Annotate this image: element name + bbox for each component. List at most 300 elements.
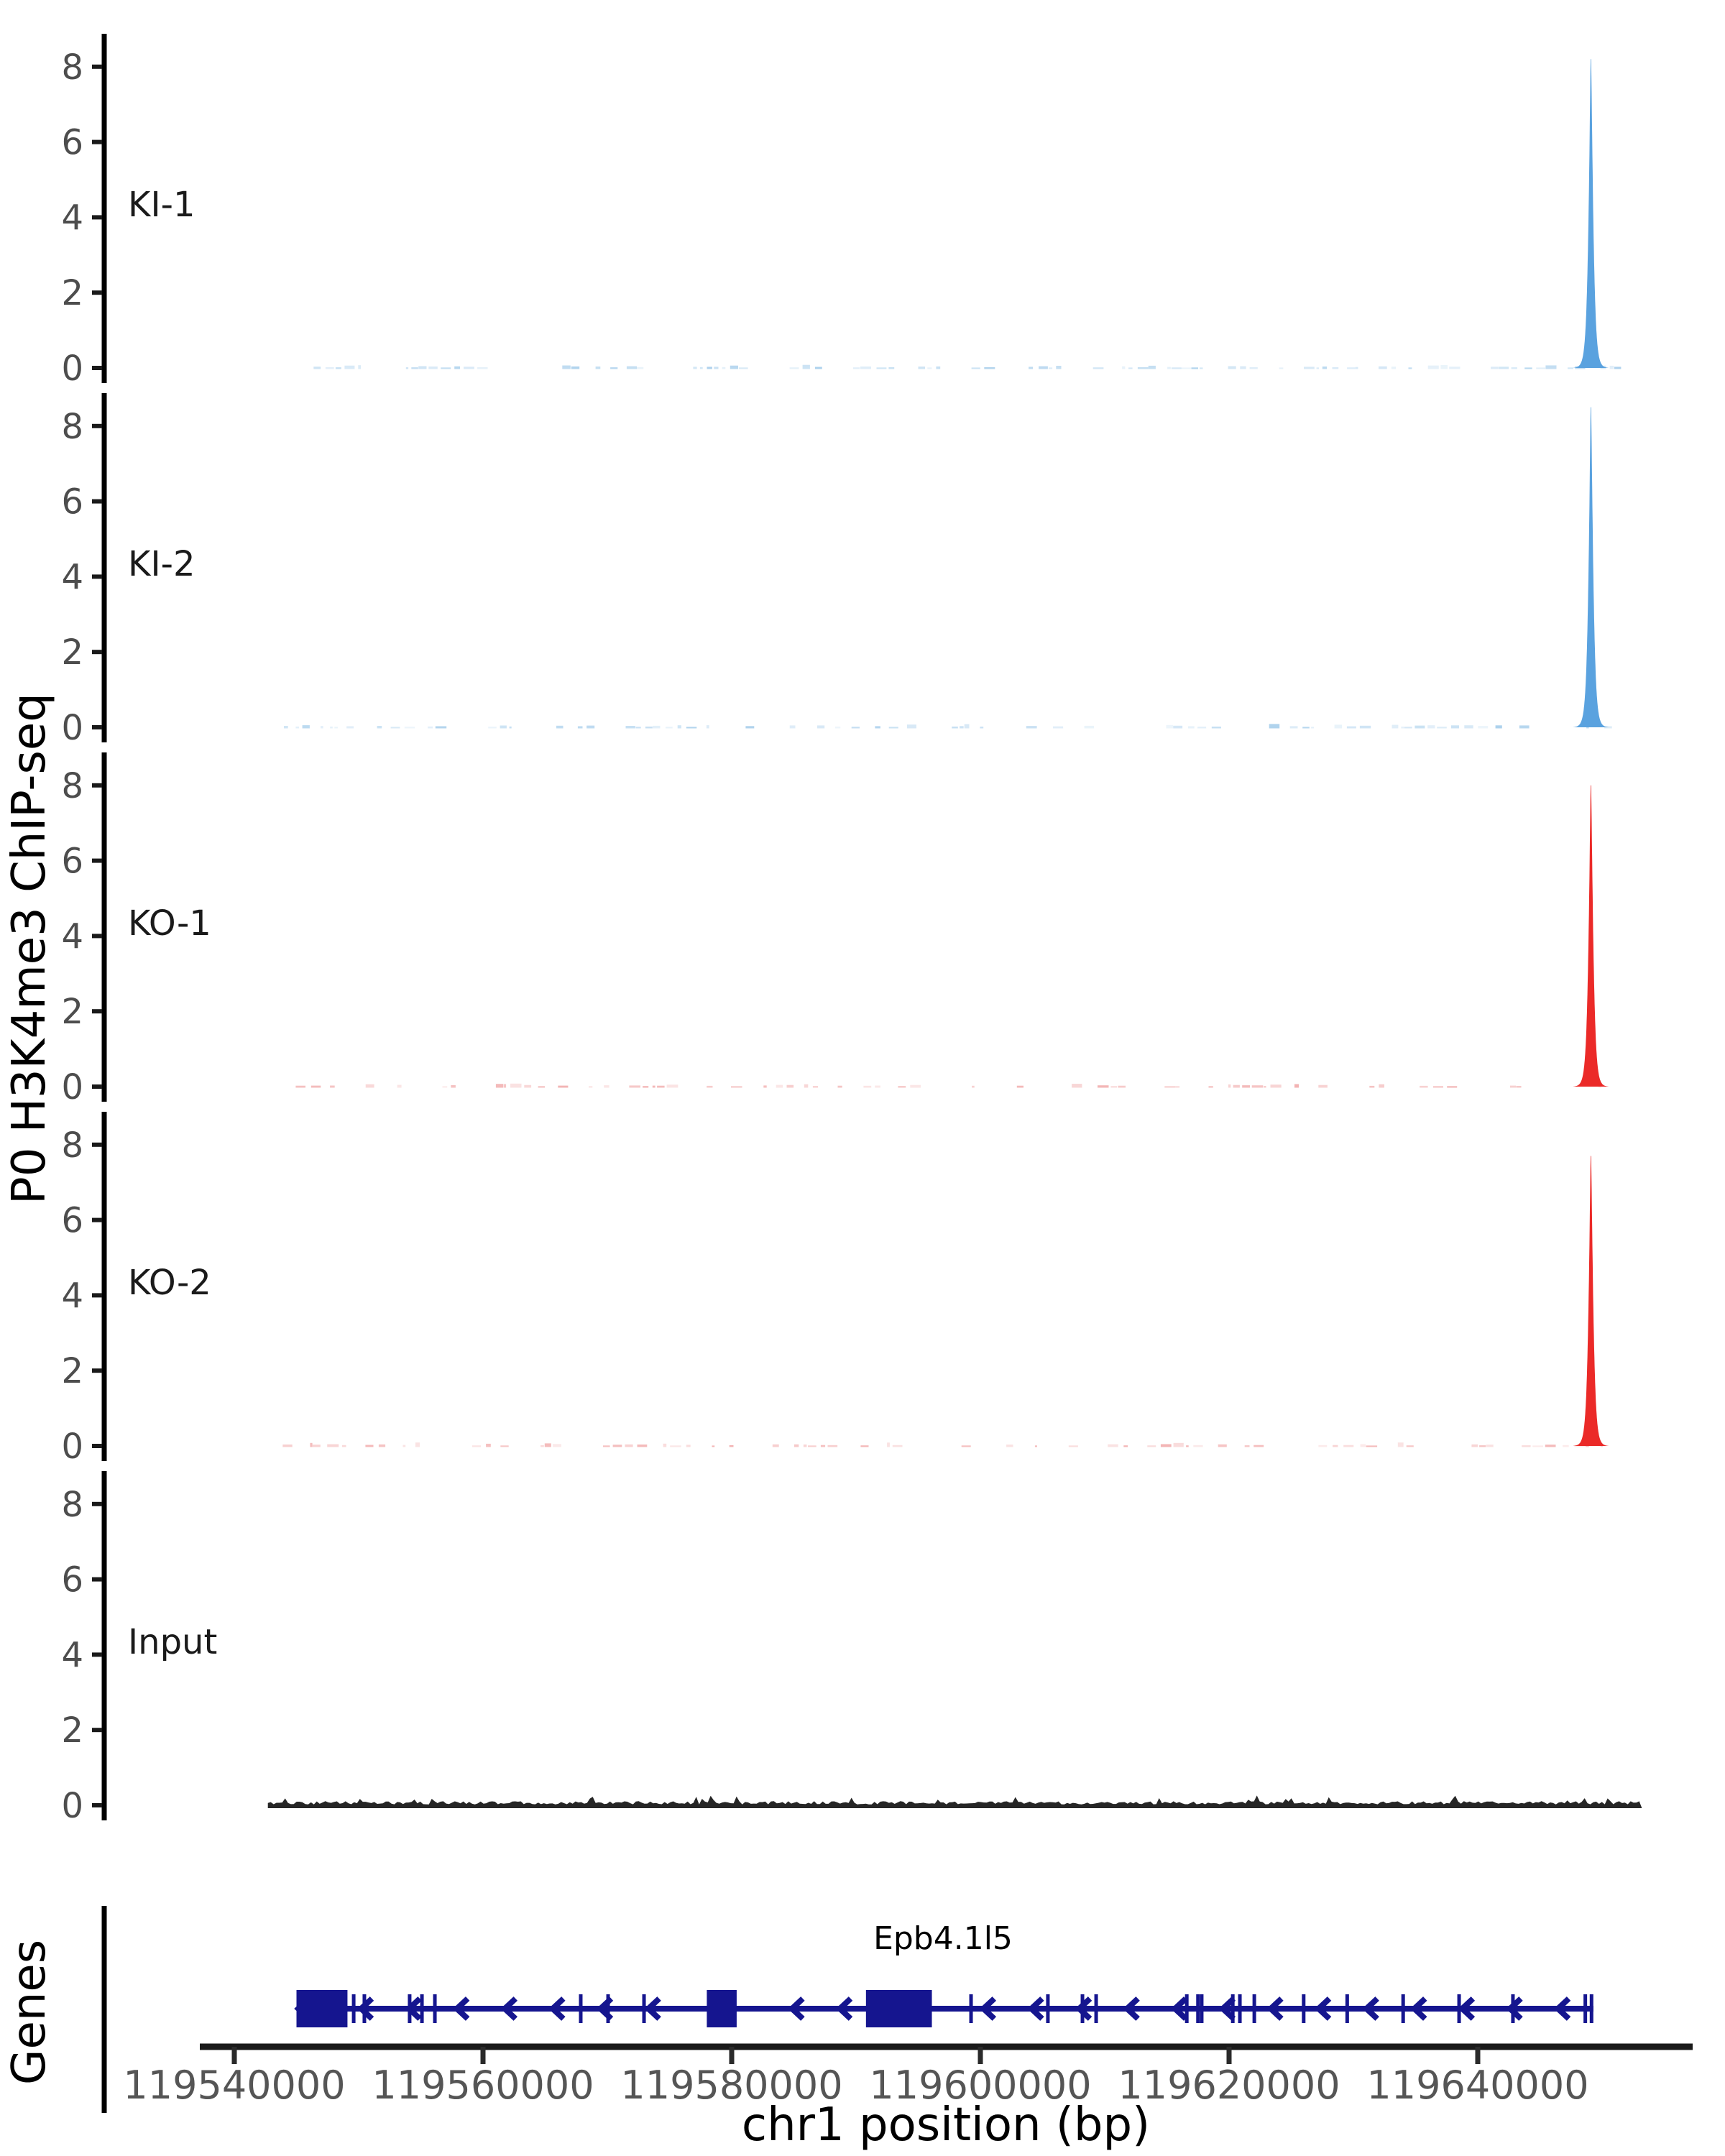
noise-dash <box>510 727 512 729</box>
noise-dash <box>1147 1445 1156 1447</box>
noise-dash <box>1437 727 1447 728</box>
x-tick-label: 119560000 <box>372 2063 594 2108</box>
noise-dash <box>1420 1086 1428 1088</box>
noise-dash <box>888 367 894 369</box>
noise-dash <box>637 367 643 369</box>
noise-dash <box>1449 367 1460 369</box>
noise-dash <box>1233 1085 1240 1088</box>
noise-dash <box>1186 1445 1189 1447</box>
noise-dash <box>441 367 451 369</box>
noise-dash <box>853 367 860 369</box>
noise-dash <box>303 725 310 728</box>
noise-dash <box>1318 1445 1327 1447</box>
noise-dash <box>984 367 995 369</box>
noise-dash <box>1478 726 1488 728</box>
noise-dash <box>860 367 871 369</box>
noise-dash <box>553 1444 561 1447</box>
noise-dash <box>1302 727 1310 728</box>
noise-dash <box>1401 727 1404 728</box>
noise-dash <box>835 727 840 729</box>
noise-dash <box>1056 366 1061 369</box>
noise-dash <box>346 727 354 729</box>
noise-dash <box>558 1086 568 1088</box>
noise-dash <box>1360 726 1371 729</box>
noise-dash <box>860 1445 868 1447</box>
noise-dash <box>1428 366 1439 369</box>
noise-dash <box>1053 727 1063 729</box>
noise-dash <box>678 725 681 728</box>
noise-dash <box>1404 727 1412 728</box>
noise-dash <box>1333 367 1339 369</box>
exon-tick <box>1081 1994 1085 2023</box>
noise-dash <box>472 1445 481 1447</box>
noise-dash <box>310 1443 312 1447</box>
noise-dash <box>330 1086 335 1088</box>
noise-dash <box>638 1445 648 1447</box>
y-tick-label: 8 <box>61 1125 83 1166</box>
exon-tick <box>362 1994 366 2023</box>
noise-dash <box>405 727 415 728</box>
noise-dash <box>627 367 637 369</box>
noise-dash <box>1532 1445 1543 1447</box>
noise-dash <box>1563 1445 1569 1447</box>
noise-dash <box>1228 367 1236 369</box>
noise-dash <box>586 726 594 729</box>
noise-dash <box>887 1442 890 1447</box>
noise-dash <box>451 1085 456 1088</box>
noise-dash <box>334 727 338 728</box>
noise-dash <box>496 1084 503 1087</box>
noise-dash <box>1072 1084 1082 1087</box>
noise-dash <box>313 367 321 369</box>
noise-dash <box>808 1445 816 1447</box>
noise-dash <box>1335 724 1343 728</box>
noise-dash <box>477 367 487 369</box>
noise-dash <box>418 367 426 369</box>
y-tick-label: 4 <box>61 1635 83 1676</box>
noise-dash <box>776 1085 783 1088</box>
noise-dash <box>1519 725 1530 728</box>
noise-dash <box>636 727 641 728</box>
noise-dash <box>1427 725 1435 728</box>
noise-dash <box>821 1445 825 1447</box>
noise-dash <box>875 726 880 728</box>
noise-dash <box>910 1085 921 1088</box>
noise-dash <box>556 726 564 729</box>
noise-dash <box>313 1445 321 1447</box>
noise-dash <box>1069 1445 1078 1447</box>
track-label: Input <box>128 1622 218 1662</box>
noise-dash <box>330 727 333 729</box>
signal-peak <box>1573 59 1608 368</box>
noise-dash <box>1356 367 1358 369</box>
noise-dash <box>794 1445 799 1447</box>
noise-dash <box>907 724 916 728</box>
genes-track-label: Genes <box>3 1939 56 2086</box>
noise-dash <box>1496 725 1502 728</box>
noise-dash <box>1568 367 1573 369</box>
noise-dash <box>1110 1086 1117 1087</box>
noise-dash <box>1242 1085 1250 1087</box>
noise-dash <box>1173 726 1182 729</box>
exon-tick <box>408 1994 411 2023</box>
noise-dash <box>403 1445 406 1447</box>
noise-dash <box>790 725 796 728</box>
noise-dash <box>1167 367 1171 369</box>
noise-dash <box>972 1086 975 1088</box>
noise-dash <box>613 1445 622 1447</box>
noise-dash <box>391 727 400 728</box>
noise-dash <box>700 367 703 369</box>
noise-dash <box>1188 727 1195 729</box>
track-label: KO-1 <box>128 903 211 944</box>
noise-dash <box>1098 1085 1109 1087</box>
noise-dash <box>838 1086 842 1088</box>
noise-dash <box>1240 367 1246 369</box>
noise-dash <box>962 1445 971 1447</box>
noise-dash <box>1271 1084 1282 1087</box>
noise-dash <box>603 1445 610 1447</box>
noise-dash <box>667 1084 678 1087</box>
noise-dash <box>311 1086 321 1088</box>
noise-dash <box>863 1086 871 1088</box>
noise-dash <box>722 367 726 369</box>
noise-dash <box>1209 1086 1213 1087</box>
noise-dash <box>730 366 738 369</box>
noise-dash <box>707 367 712 369</box>
noise-dash <box>1250 367 1258 369</box>
noise-dash <box>653 1086 656 1088</box>
noise-dash <box>657 1086 665 1088</box>
noise-dash <box>1392 725 1399 729</box>
noise-dash <box>1228 1084 1230 1088</box>
noise-dash <box>486 1444 491 1447</box>
noise-dash <box>1197 727 1206 728</box>
y-tick-label: 4 <box>61 1276 83 1317</box>
noise-dash <box>643 1086 648 1087</box>
noise-dash <box>898 1086 906 1087</box>
noise-dash <box>397 1085 402 1088</box>
y-tick-label: 2 <box>61 1351 83 1392</box>
noise-dash <box>1200 367 1203 369</box>
exon-tick <box>1458 1994 1461 2023</box>
noise-dash <box>1174 1443 1184 1447</box>
y-tick-label: 4 <box>61 916 83 957</box>
x-axis-title: chr1 position (bp) <box>741 2099 1151 2152</box>
exon-tick <box>1238 1994 1242 2023</box>
noise-dash <box>813 1086 818 1087</box>
exon-tick <box>1046 1994 1049 2023</box>
noise-dash <box>562 366 571 369</box>
noise-dash <box>815 367 822 369</box>
y-tick-label: 2 <box>61 273 83 314</box>
noise-dash <box>500 726 507 729</box>
signal-peak <box>1573 407 1608 727</box>
noise-dash <box>464 367 474 369</box>
noise-dash <box>282 1445 292 1447</box>
exon-tick <box>1095 1994 1098 2023</box>
y-tick-label: 0 <box>61 708 83 748</box>
noise-dash <box>504 1084 506 1088</box>
x-tick-label: 119640000 <box>1366 2063 1589 2108</box>
track-label: KO-2 <box>128 1263 211 1303</box>
noise-dash <box>1545 365 1556 369</box>
exon-tick <box>433 1994 437 2023</box>
x-tick-label: 119540000 <box>123 2063 346 2108</box>
noise-dash <box>454 367 460 369</box>
noise-dash <box>1333 1445 1338 1447</box>
noise-dash <box>1304 367 1315 369</box>
noise-dash <box>1486 1445 1494 1447</box>
noise-dash <box>980 727 983 728</box>
noise-dash <box>1269 724 1280 728</box>
exon-tick <box>1511 1994 1514 2023</box>
noise-dash <box>1407 1445 1414 1447</box>
noise-dash <box>428 367 438 369</box>
exon-tick <box>1402 1994 1405 2023</box>
noise-dash <box>1026 726 1037 728</box>
noise-dash <box>919 367 926 369</box>
signal-peak <box>1573 1156 1608 1447</box>
noise-dash <box>773 1445 779 1447</box>
noise-dash <box>629 1085 640 1087</box>
exon-tick <box>1196 1994 1200 2023</box>
noise-dash <box>321 726 323 728</box>
noise-dash <box>1212 727 1221 728</box>
noise-dash <box>604 1085 609 1087</box>
noise-dash <box>1522 1445 1530 1447</box>
exon-tick <box>1253 1994 1256 2023</box>
noise-dash <box>670 1445 681 1447</box>
noise-dash <box>366 1084 374 1088</box>
noise-dash <box>327 1445 339 1447</box>
noise-dash <box>686 1445 691 1447</box>
x-tick-label: 119620000 <box>1118 2063 1340 2108</box>
noise-dash <box>960 726 964 728</box>
noise-dash <box>1451 725 1459 728</box>
noise-dash <box>1279 367 1284 369</box>
noise-dash <box>653 726 661 729</box>
noise-dash <box>1176 1086 1179 1087</box>
noise-dash <box>877 367 887 369</box>
noise-dash <box>731 1086 742 1087</box>
noise-dash <box>828 1445 838 1447</box>
noise-dash <box>712 1445 715 1447</box>
exon-tick <box>643 1994 646 2023</box>
noise-dash <box>936 367 940 369</box>
exon-tick <box>1590 1994 1593 2023</box>
noise-dash <box>1379 1084 1384 1088</box>
noise-dash <box>571 367 579 369</box>
noise-speckles <box>282 1442 1603 1447</box>
noise-dash <box>1464 725 1473 728</box>
track-input <box>61 1471 1642 1826</box>
exon-tick <box>1302 1994 1305 2023</box>
noise-dash <box>1369 1086 1374 1088</box>
noise-dash <box>745 726 754 728</box>
noise-dash <box>500 1445 508 1447</box>
noise-dash <box>1164 1086 1175 1087</box>
noise-dash <box>626 726 635 729</box>
signal-peak <box>1573 786 1608 1087</box>
noise-dash <box>1479 1445 1486 1447</box>
noise-dash <box>1017 1086 1024 1088</box>
y-tick-label: 2 <box>61 1710 83 1751</box>
noise-dash <box>1318 1085 1328 1088</box>
gene-model-epb4.1l5 <box>297 1990 1593 2027</box>
noise-dash <box>428 727 433 729</box>
noise-dash <box>1006 1445 1013 1447</box>
noise-dash <box>589 1086 592 1087</box>
exon-block <box>297 1990 348 2027</box>
input-noise-trace <box>268 1795 1642 1808</box>
exon-tick <box>352 1994 356 2023</box>
y-tick-label: 0 <box>61 349 83 389</box>
noise-dash <box>415 1442 420 1447</box>
noise-dash <box>1614 367 1621 369</box>
noise-dash <box>443 1086 448 1087</box>
noise-dash <box>1254 1445 1264 1447</box>
noise-dash <box>625 1445 633 1447</box>
exon-tick <box>970 1994 973 2023</box>
noise-dash <box>1049 367 1052 369</box>
noise-dash <box>1610 366 1614 369</box>
noise-dash <box>344 366 354 369</box>
noise-dash <box>411 367 418 369</box>
noise-dash <box>295 727 299 729</box>
noise-dash <box>1447 1086 1457 1087</box>
noise-dash <box>952 727 958 729</box>
noise-dash <box>406 367 408 369</box>
noise-speckles <box>295 1084 1601 1088</box>
track-ki-2 <box>61 393 1611 748</box>
noise-dash <box>663 1444 667 1447</box>
noise-dash <box>1414 726 1425 729</box>
noise-dash <box>488 727 497 728</box>
noise-dash <box>1392 367 1396 369</box>
noise-dash <box>804 1445 807 1447</box>
y-tick-label: 8 <box>61 47 83 88</box>
exon-tick <box>1200 1994 1203 2023</box>
noise-dash <box>342 1445 346 1447</box>
noise-dash <box>707 725 709 728</box>
noise-dash <box>1366 1445 1378 1447</box>
y-tick-label: 8 <box>61 1484 83 1525</box>
x-tick-label: 119580000 <box>620 2063 843 2108</box>
y-tick-label: 6 <box>61 1560 83 1600</box>
noise-dash <box>1343 1445 1353 1447</box>
noise-dash <box>1035 1445 1037 1447</box>
noise-dash <box>358 365 361 369</box>
noise-dash <box>1510 1086 1516 1088</box>
noise-dash <box>739 367 748 369</box>
noise-dash <box>889 727 898 728</box>
signal-tracks-layer <box>61 34 1642 1826</box>
exon-tick <box>1231 1994 1235 2023</box>
noise-dash <box>540 1445 544 1447</box>
noise-dash <box>714 367 718 369</box>
noise-dash <box>1524 367 1532 369</box>
noise-dash <box>1379 367 1387 369</box>
y-tick-label: 6 <box>61 841 83 882</box>
noise-dash <box>1499 367 1509 369</box>
noise-dash <box>1193 1445 1202 1447</box>
exon-tick <box>1185 1994 1189 2023</box>
exon-tick <box>607 1994 610 2023</box>
noise-dash <box>379 1445 385 1447</box>
noise-dash <box>965 724 970 729</box>
y-tick-label: 0 <box>61 1427 83 1467</box>
noise-dash <box>326 367 334 369</box>
track-ko-2 <box>61 1112 1608 1467</box>
noise-dash <box>972 367 980 369</box>
noise-dash <box>817 725 824 728</box>
noise-dash <box>1347 367 1356 369</box>
noise-dash <box>365 1445 373 1447</box>
noise-dash <box>1167 725 1174 729</box>
noise-dash <box>1545 1445 1556 1447</box>
y-tick-label: 8 <box>61 406 83 447</box>
noise-dash <box>790 367 799 369</box>
track-label: KI-2 <box>128 544 196 584</box>
noise-dash <box>1311 727 1314 728</box>
noise-dash <box>666 727 673 728</box>
y-tick-label: 4 <box>61 198 83 239</box>
noise-dash <box>1245 1445 1250 1447</box>
noise-dash <box>803 365 810 369</box>
noise-dash <box>284 726 288 729</box>
noise-dash <box>596 367 601 369</box>
noise-dash <box>510 1084 522 1088</box>
noise-dash <box>1440 365 1448 369</box>
noise-dash <box>1122 367 1125 369</box>
x-tick-label: 119600000 <box>869 2063 1092 2108</box>
noise-dash <box>1192 367 1199 369</box>
noise-dash <box>693 367 696 369</box>
noise-dash <box>1172 367 1182 369</box>
noise-dash <box>1128 367 1133 369</box>
gene-name-label: Epb4.1l5 <box>873 1920 1013 1957</box>
noise-dash <box>1294 1084 1299 1088</box>
y-tick-label: 8 <box>61 765 83 806</box>
noise-dash <box>852 727 860 728</box>
y-tick-label: 0 <box>61 1067 83 1107</box>
noise-dash <box>1322 367 1327 369</box>
track-label: KI-1 <box>128 185 196 225</box>
noise-speckles <box>313 365 1621 369</box>
y-tick-label: 2 <box>61 632 83 673</box>
noise-dash <box>1347 727 1356 729</box>
noise-dash <box>893 1445 903 1447</box>
y-axis-group-label: P0 H3K4me3 ChIP-seq <box>3 693 56 1204</box>
y-tick-label: 0 <box>61 1786 83 1826</box>
noise-dash <box>1123 1445 1128 1447</box>
exon-tick <box>1346 1994 1349 2023</box>
exon-tick <box>579 1994 582 2023</box>
noise-dash <box>524 1085 531 1088</box>
noise-dash <box>1471 1445 1478 1447</box>
noise-dash <box>1085 726 1095 729</box>
y-tick-label: 6 <box>61 482 83 522</box>
noise-dash <box>377 726 382 729</box>
y-tick-label: 6 <box>61 122 83 163</box>
noise-dash <box>1218 1445 1227 1447</box>
noise-dash <box>1182 367 1191 369</box>
exon-block <box>707 1990 737 2027</box>
exon-tick <box>420 1994 424 2023</box>
noise-dash <box>1409 367 1412 369</box>
noise-dash <box>730 1445 734 1447</box>
